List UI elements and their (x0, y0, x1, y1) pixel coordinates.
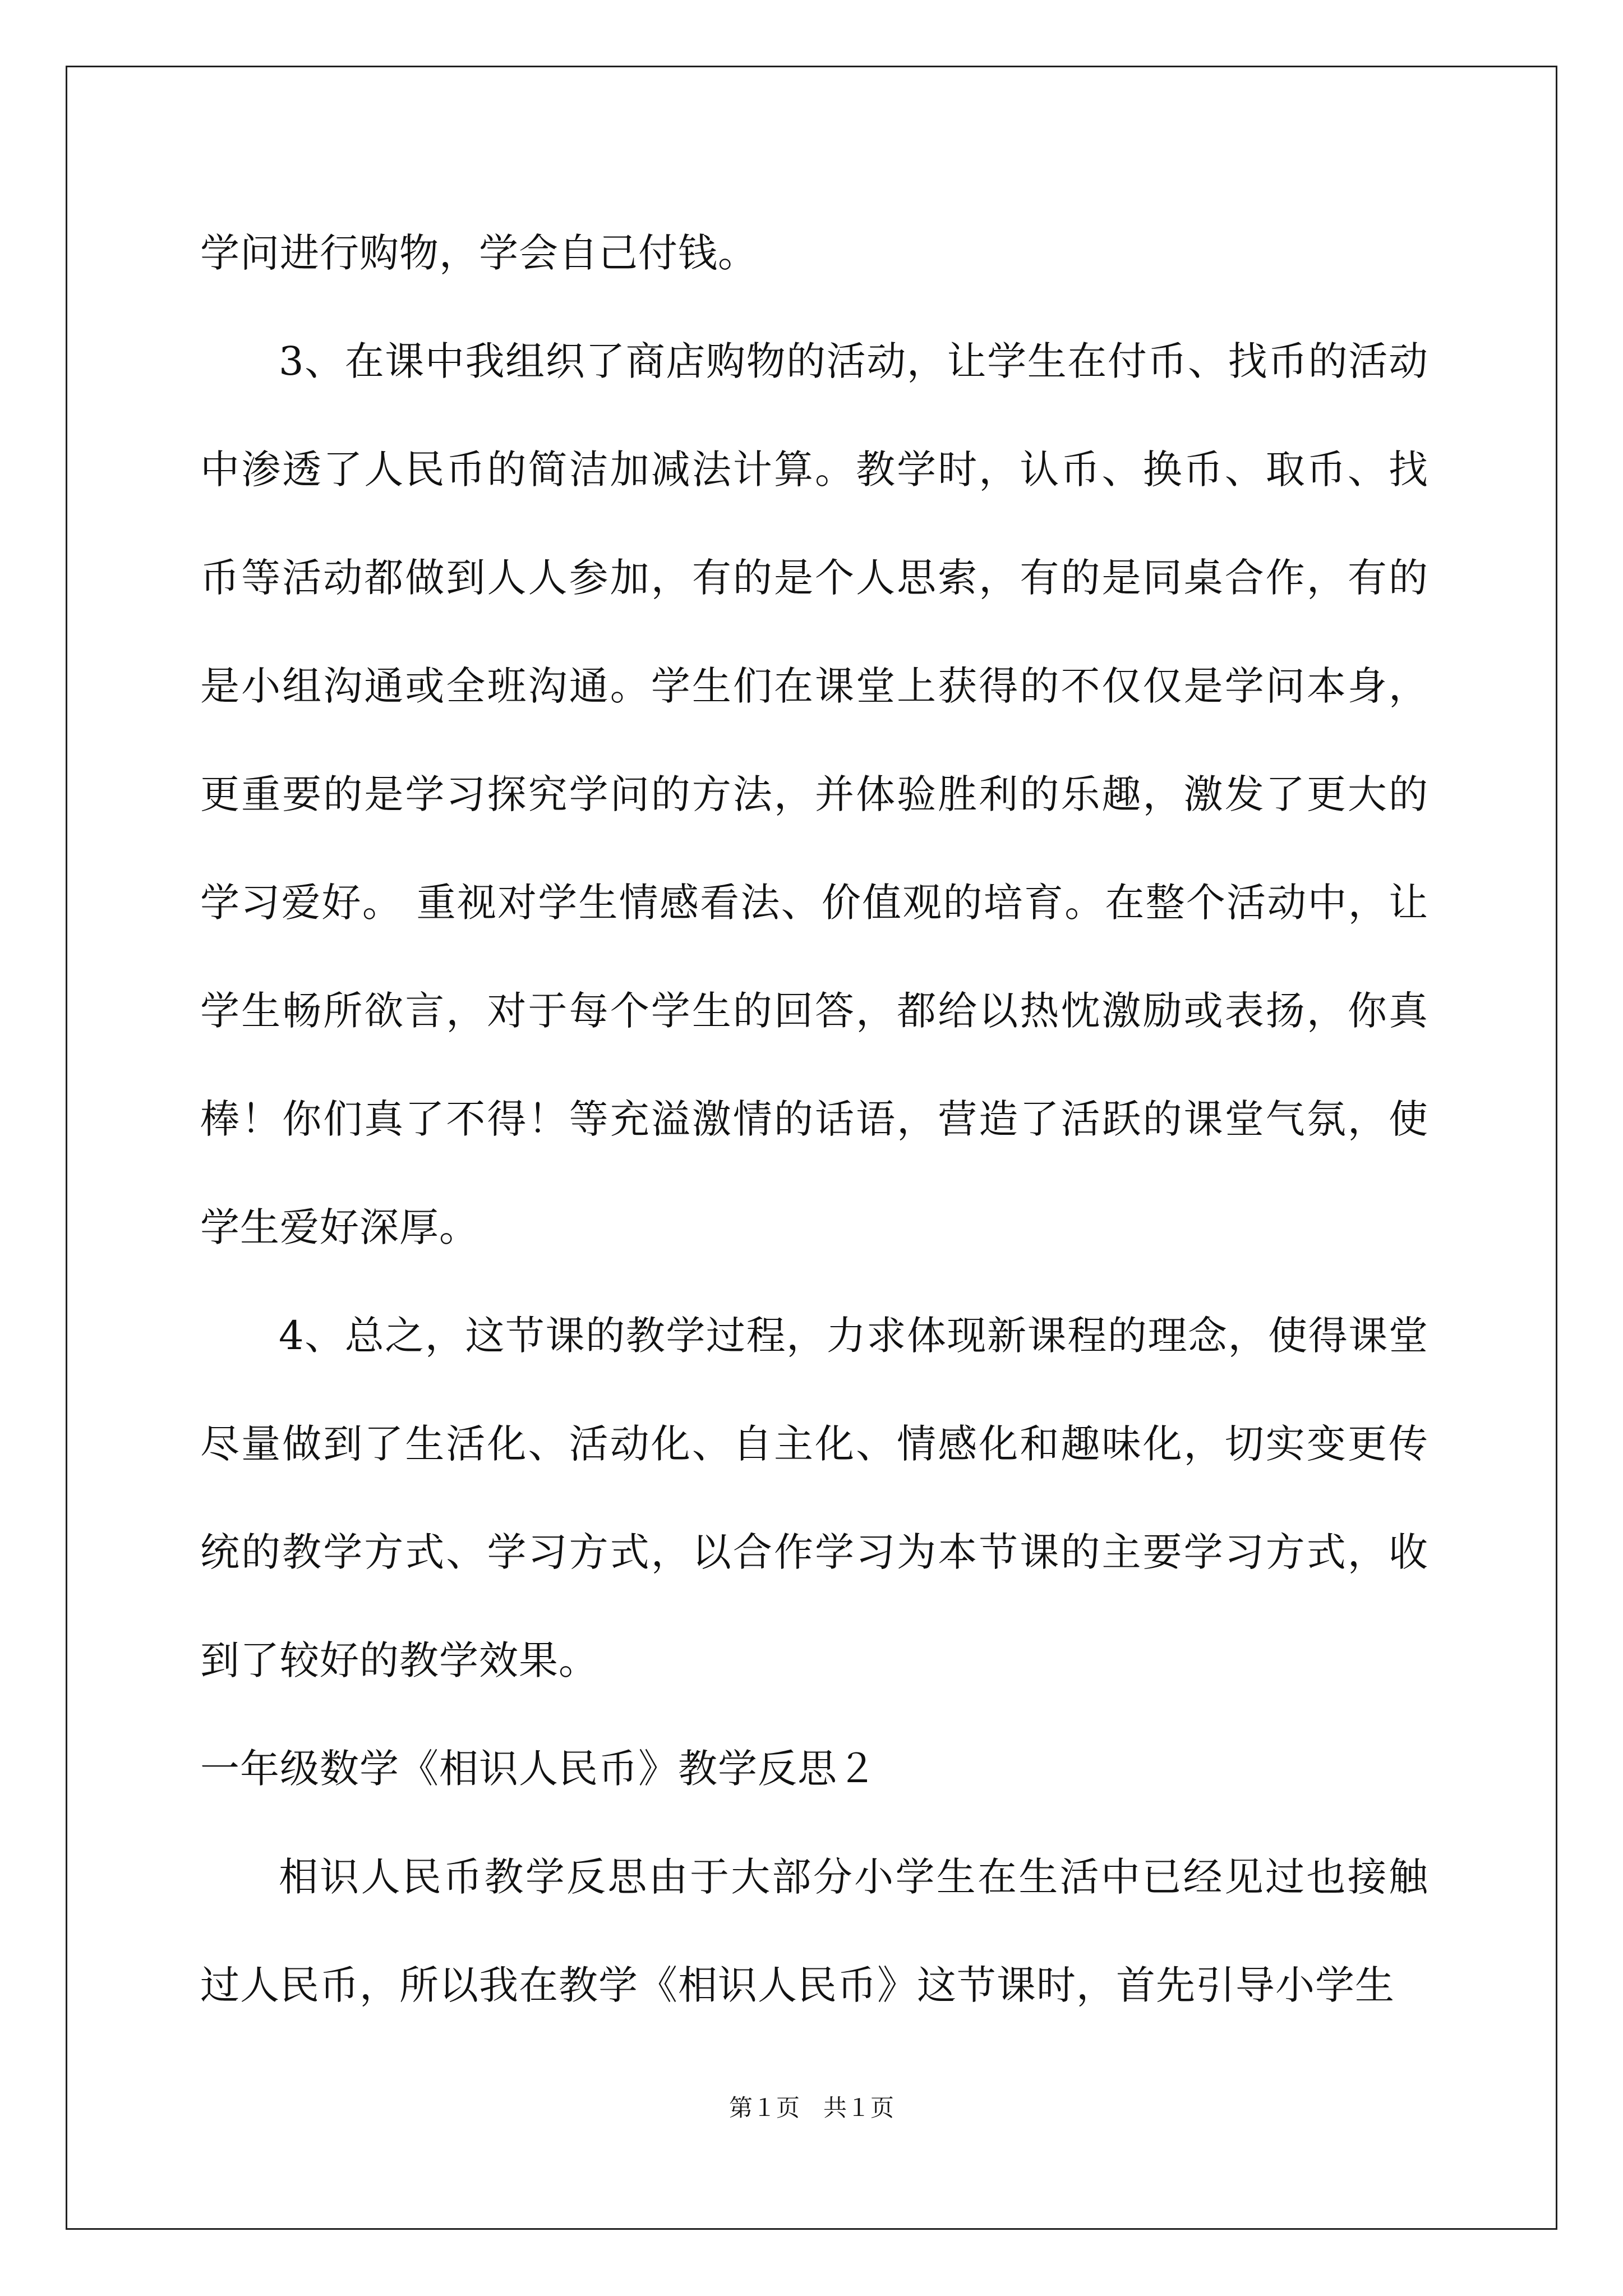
paragraph-continuation: 学问进行购物，学会自己付钱。 (200, 230, 758, 276)
section-heading: 一年级数学《相识人民币》教学反思２ (200, 1746, 877, 1792)
paragraph-section-2-intro: 相识人民币教学反思由于大部分小学生在生活中已经见过也接触过人民币，所以我在教学《相识人民币》这节课时，首先引导小学生 (200, 1854, 1428, 2008)
page-number-footer: 第１页 共１页 (728, 2094, 894, 2122)
paragraph-item-3: 3、在课中我组织了商店购物的活动，让学生在付币、找币的活动中渗透了人民币的简洁加减法计算。教学时，认币、换币、取币、找币等活动都做到人人参加，有的是个人思索，有的是同桌合作，有的是小组沟通或全班沟通。学生们在课堂上获得的不仅仅是学问本身，更重要的是学习探究学问的方法，并体验胜利的乐趣，激发了更大的学习爱好。 重视对学生情感看法、价值观的培育。在整个活动中，让学生畅所欲言，对于每个学生的回答，都给以热忱激励或表扬，你真棒！你们真了不得！等充溢激情的话语，营造了活跃的课堂气氛，使学生爱好深厚。 (200, 338, 1428, 1250)
document-body (200, 199, 1428, 2040)
paragraph-item-4: 4、总之，这节课的教学过程，力求体现新课程的理念，使得课堂尽量做到了生活化、活动化、自主化、情感化和趣味化，切实变更传统的教学方式、学习方式，以合作学习为本节课的主要学习方式，收到了较好的教学效果。 (200, 1313, 1428, 1683)
